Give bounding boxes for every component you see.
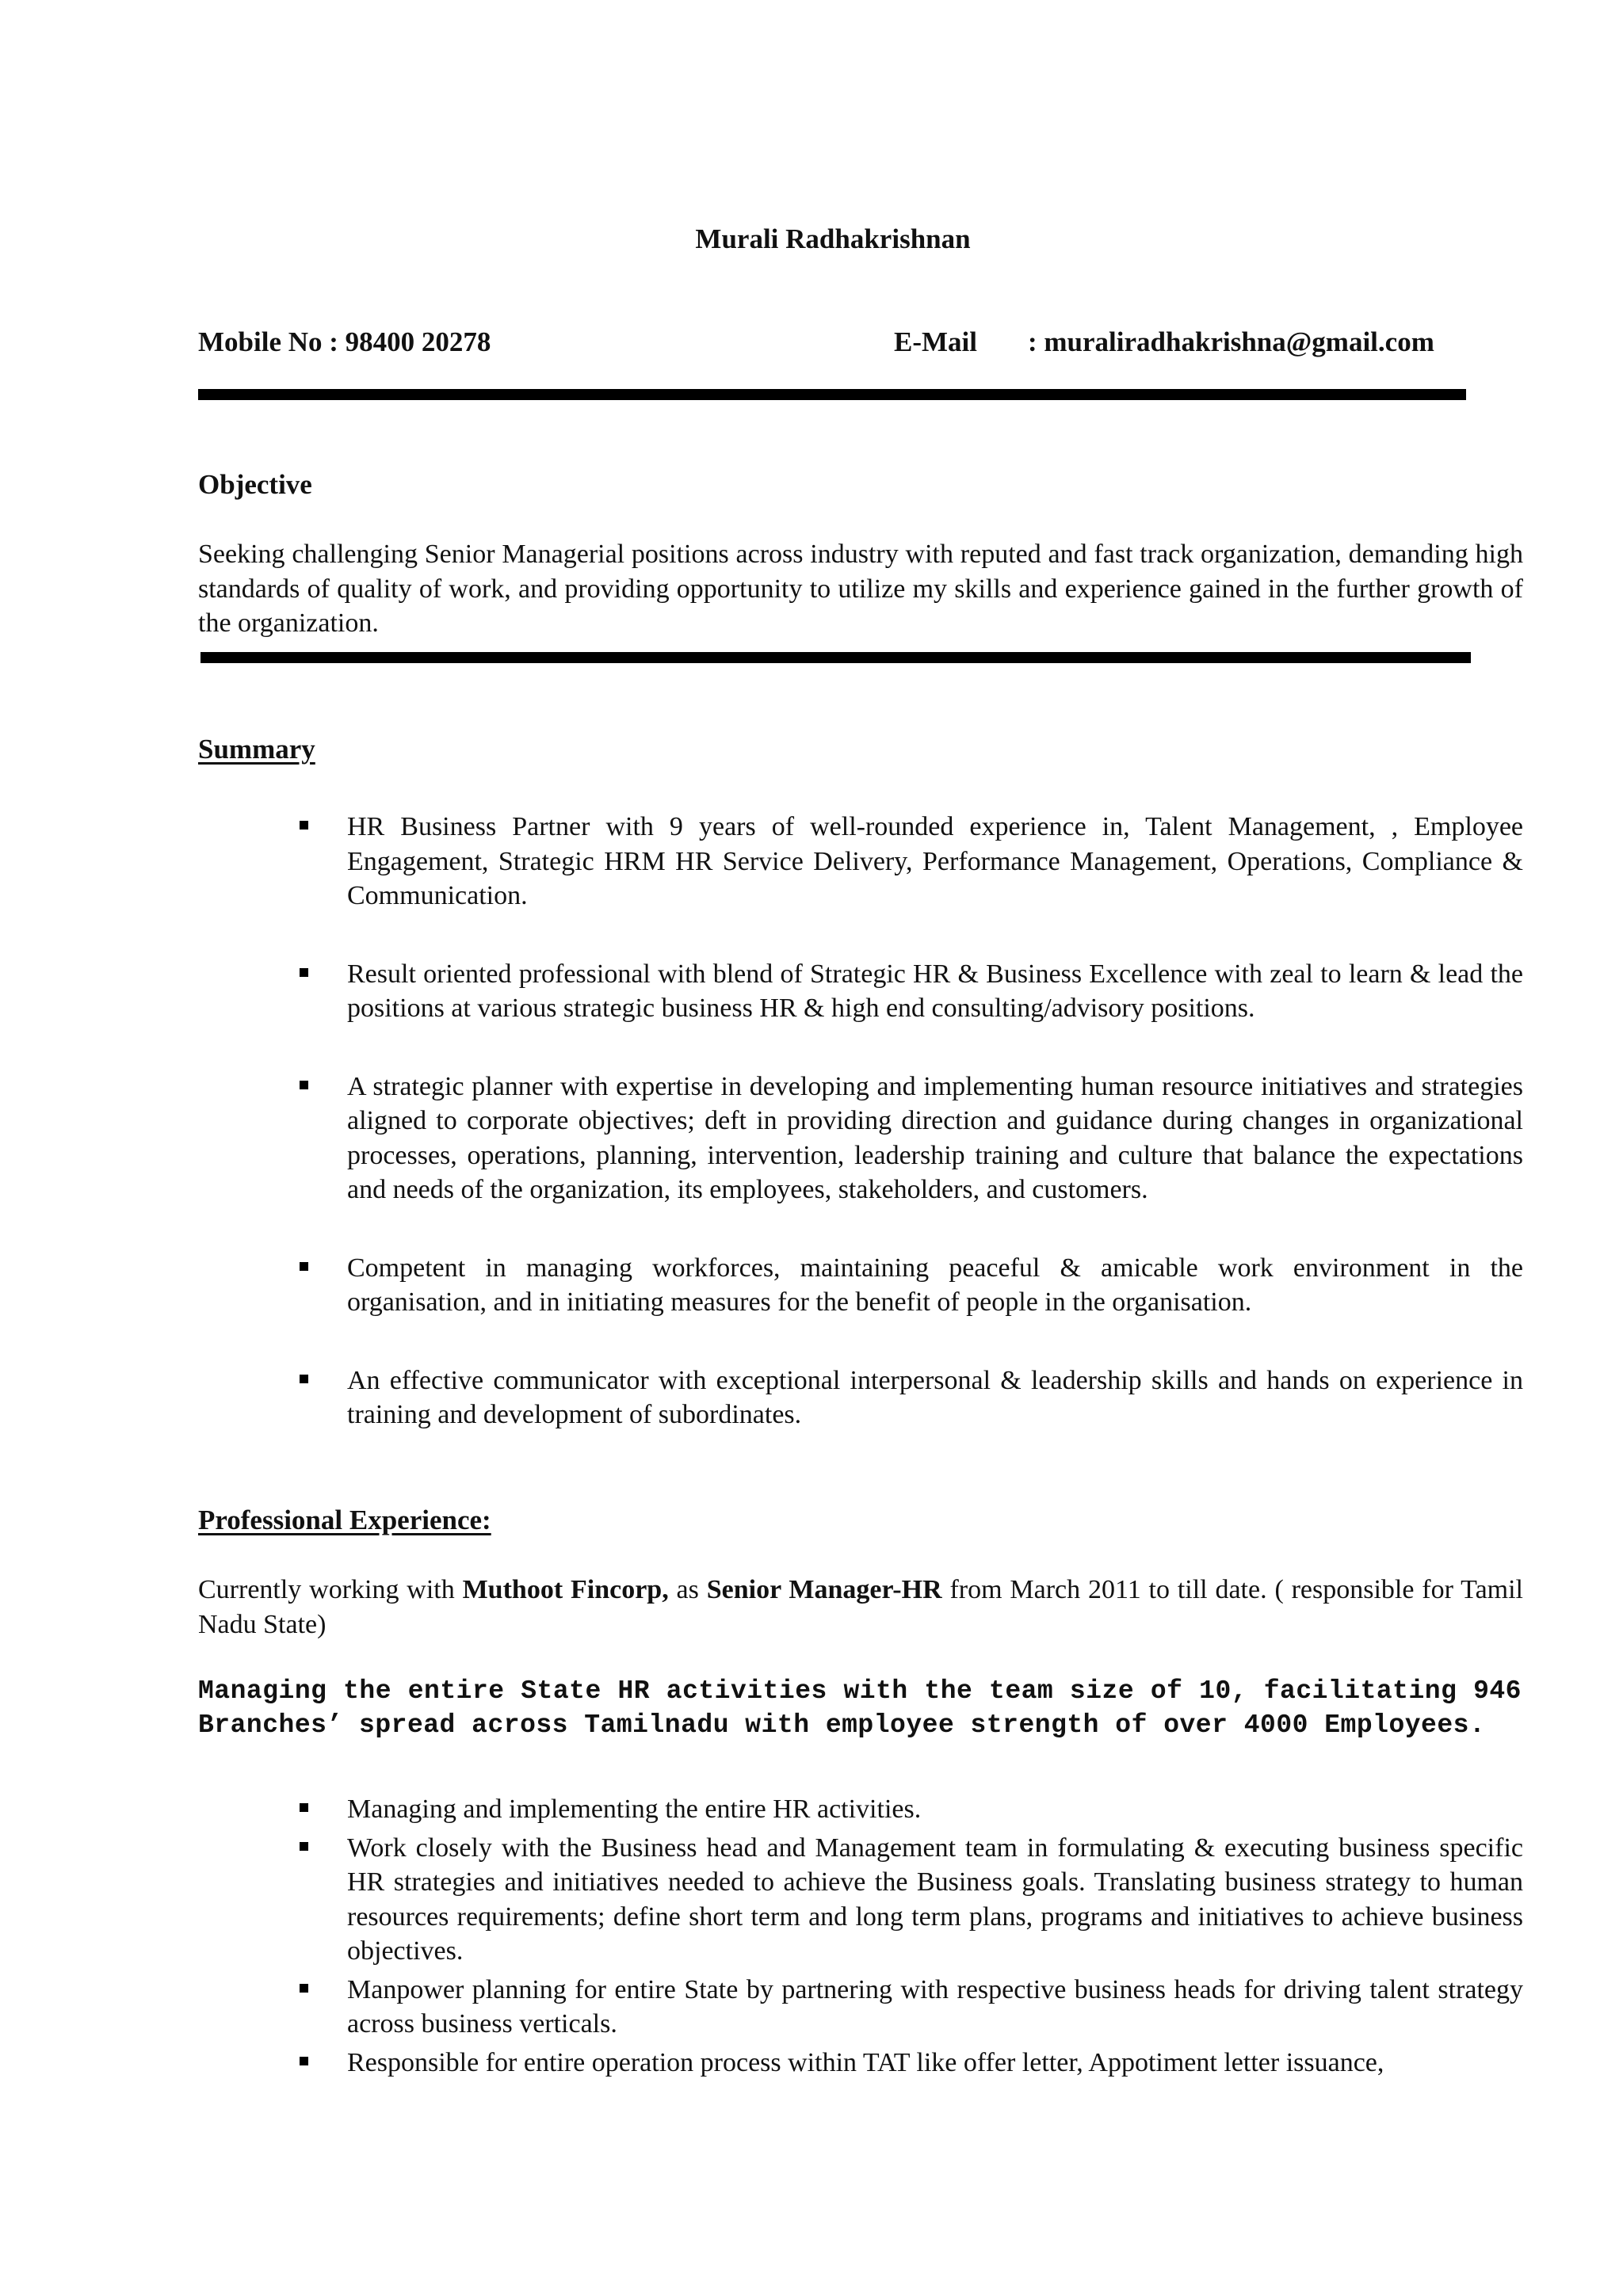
intro-suffix: from March 2011 to till date. ( responsible for Tamil Nadu State) <box>198 1575 1523 1639</box>
email-line <box>1028 326 1434 358</box>
experience-item <box>347 1973 1523 2042</box>
summary-item-text: Result oriented professional with blend of Strategic HR & Business Excellence with zeal to learn & lead the positions at various strategic business HR & high end consulting/advisory positions. <box>347 959 1523 1023</box>
experience-item-text: Manpower planning for entire State by partnering with respective business heads for driving talent strategy across business verticals. <box>347 1974 1523 2039</box>
summary-list <box>347 810 1523 1432</box>
summary-item <box>347 810 1523 913</box>
email-separator: : <box>1028 326 1037 357</box>
summary-item-text: HR Business Partner with 9 years of well-rounded experience in, Talent Management, , Employee Engagement, Strategic HRM HR Service Delivery, Performance Management, Operations, Compliance & Communication. <box>347 812 1523 910</box>
experience-item <box>347 1831 1523 1969</box>
mobile-line <box>198 326 491 358</box>
candidate-name: Murali Radhakrishnan <box>695 223 971 254</box>
email-label: E-Mail <box>894 326 977 357</box>
bullet-icon <box>300 1803 308 1812</box>
experience-item <box>347 1792 1523 1827</box>
bullet-icon <box>300 1375 308 1383</box>
summary-item <box>347 1070 1523 1207</box>
experience-highlight: Managing the entire State HR activities with the team size of 10, facilitating 946 Branches’ spread across Tamilnadu with employee strength of over 4000 Employees. <box>198 1676 1522 1740</box>
objective-heading: Objective <box>198 469 312 500</box>
summary-item-text: Competent in managing workforces, maintaining peaceful & amicable work environment in the organisation, and in initiating measures for the benefit of people in the organisation. <box>347 1253 1523 1317</box>
bullet-icon <box>300 1842 308 1851</box>
bullet-icon <box>300 1081 308 1089</box>
bullet-icon <box>300 968 308 977</box>
summary-item <box>347 957 1523 1026</box>
bullet-icon <box>300 1262 308 1271</box>
intro-middle: as <box>668 1575 707 1604</box>
header-divider <box>198 389 1466 400</box>
bullet-icon <box>300 821 308 830</box>
bullet-icon <box>300 1984 308 1993</box>
mobile-value: 98400 20278 <box>345 326 491 357</box>
email-value: muraliradhakrishna@gmail.com <box>1044 326 1434 357</box>
experience-intro <box>198 1573 1523 1642</box>
experience-item-text: Work closely with the Business head and Management team in formulating & executing business specific HR strategies and initiatives needed to achieve the Business goals. Translating business strategy to human resources requirements; define short term and long term plans, programs and initiatives to achieve business objectives. <box>347 1833 1523 1966</box>
objective-divider <box>200 652 1471 663</box>
experience-list <box>347 1792 1523 2080</box>
summary-item-text: An effective communicator with exceptional interpersonal & leadership skills and hands on experience in training and development of subordinates. <box>347 1365 1523 1429</box>
experience-item-text: Responsible for entire operation process within TAT like offer letter, Appotiment letter issuance, <box>347 2047 1384 2077</box>
mobile-label: Mobile No : <box>198 326 338 357</box>
company-name: Muthoot Fincorp, <box>462 1575 669 1604</box>
intro-prefix: Currently working with <box>198 1575 463 1604</box>
bullet-icon <box>300 2057 308 2065</box>
experience-heading: Professional Experience: <box>198 1505 491 1535</box>
experience-item <box>347 2046 1523 2081</box>
summary-item-text: A strategic planner with expertise in developing and implementing human resource initiatives and strategies aligned to corporate objectives; deft in providing direction and guidance during changes in organizational processes, operations, planning, intervention, leadership training and culture that balance the expectations and needs of the organization, its employees, stakeholders, and customers. <box>347 1071 1523 1204</box>
summary-heading: Summary <box>198 734 315 765</box>
job-role: Senior Manager-HR <box>706 1575 942 1604</box>
summary-item <box>347 1363 1523 1432</box>
objective-text: Seeking challenging Senior Managerial positions across industry with reputed and fast track organization, demanding high standards of quality of work, and providing opportunity to utilize my skills and experience gained in the further growth of the organization. <box>198 540 1523 638</box>
summary-item <box>347 1251 1523 1320</box>
experience-item-text: Managing and implementing the entire HR activities. <box>347 1794 922 1824</box>
